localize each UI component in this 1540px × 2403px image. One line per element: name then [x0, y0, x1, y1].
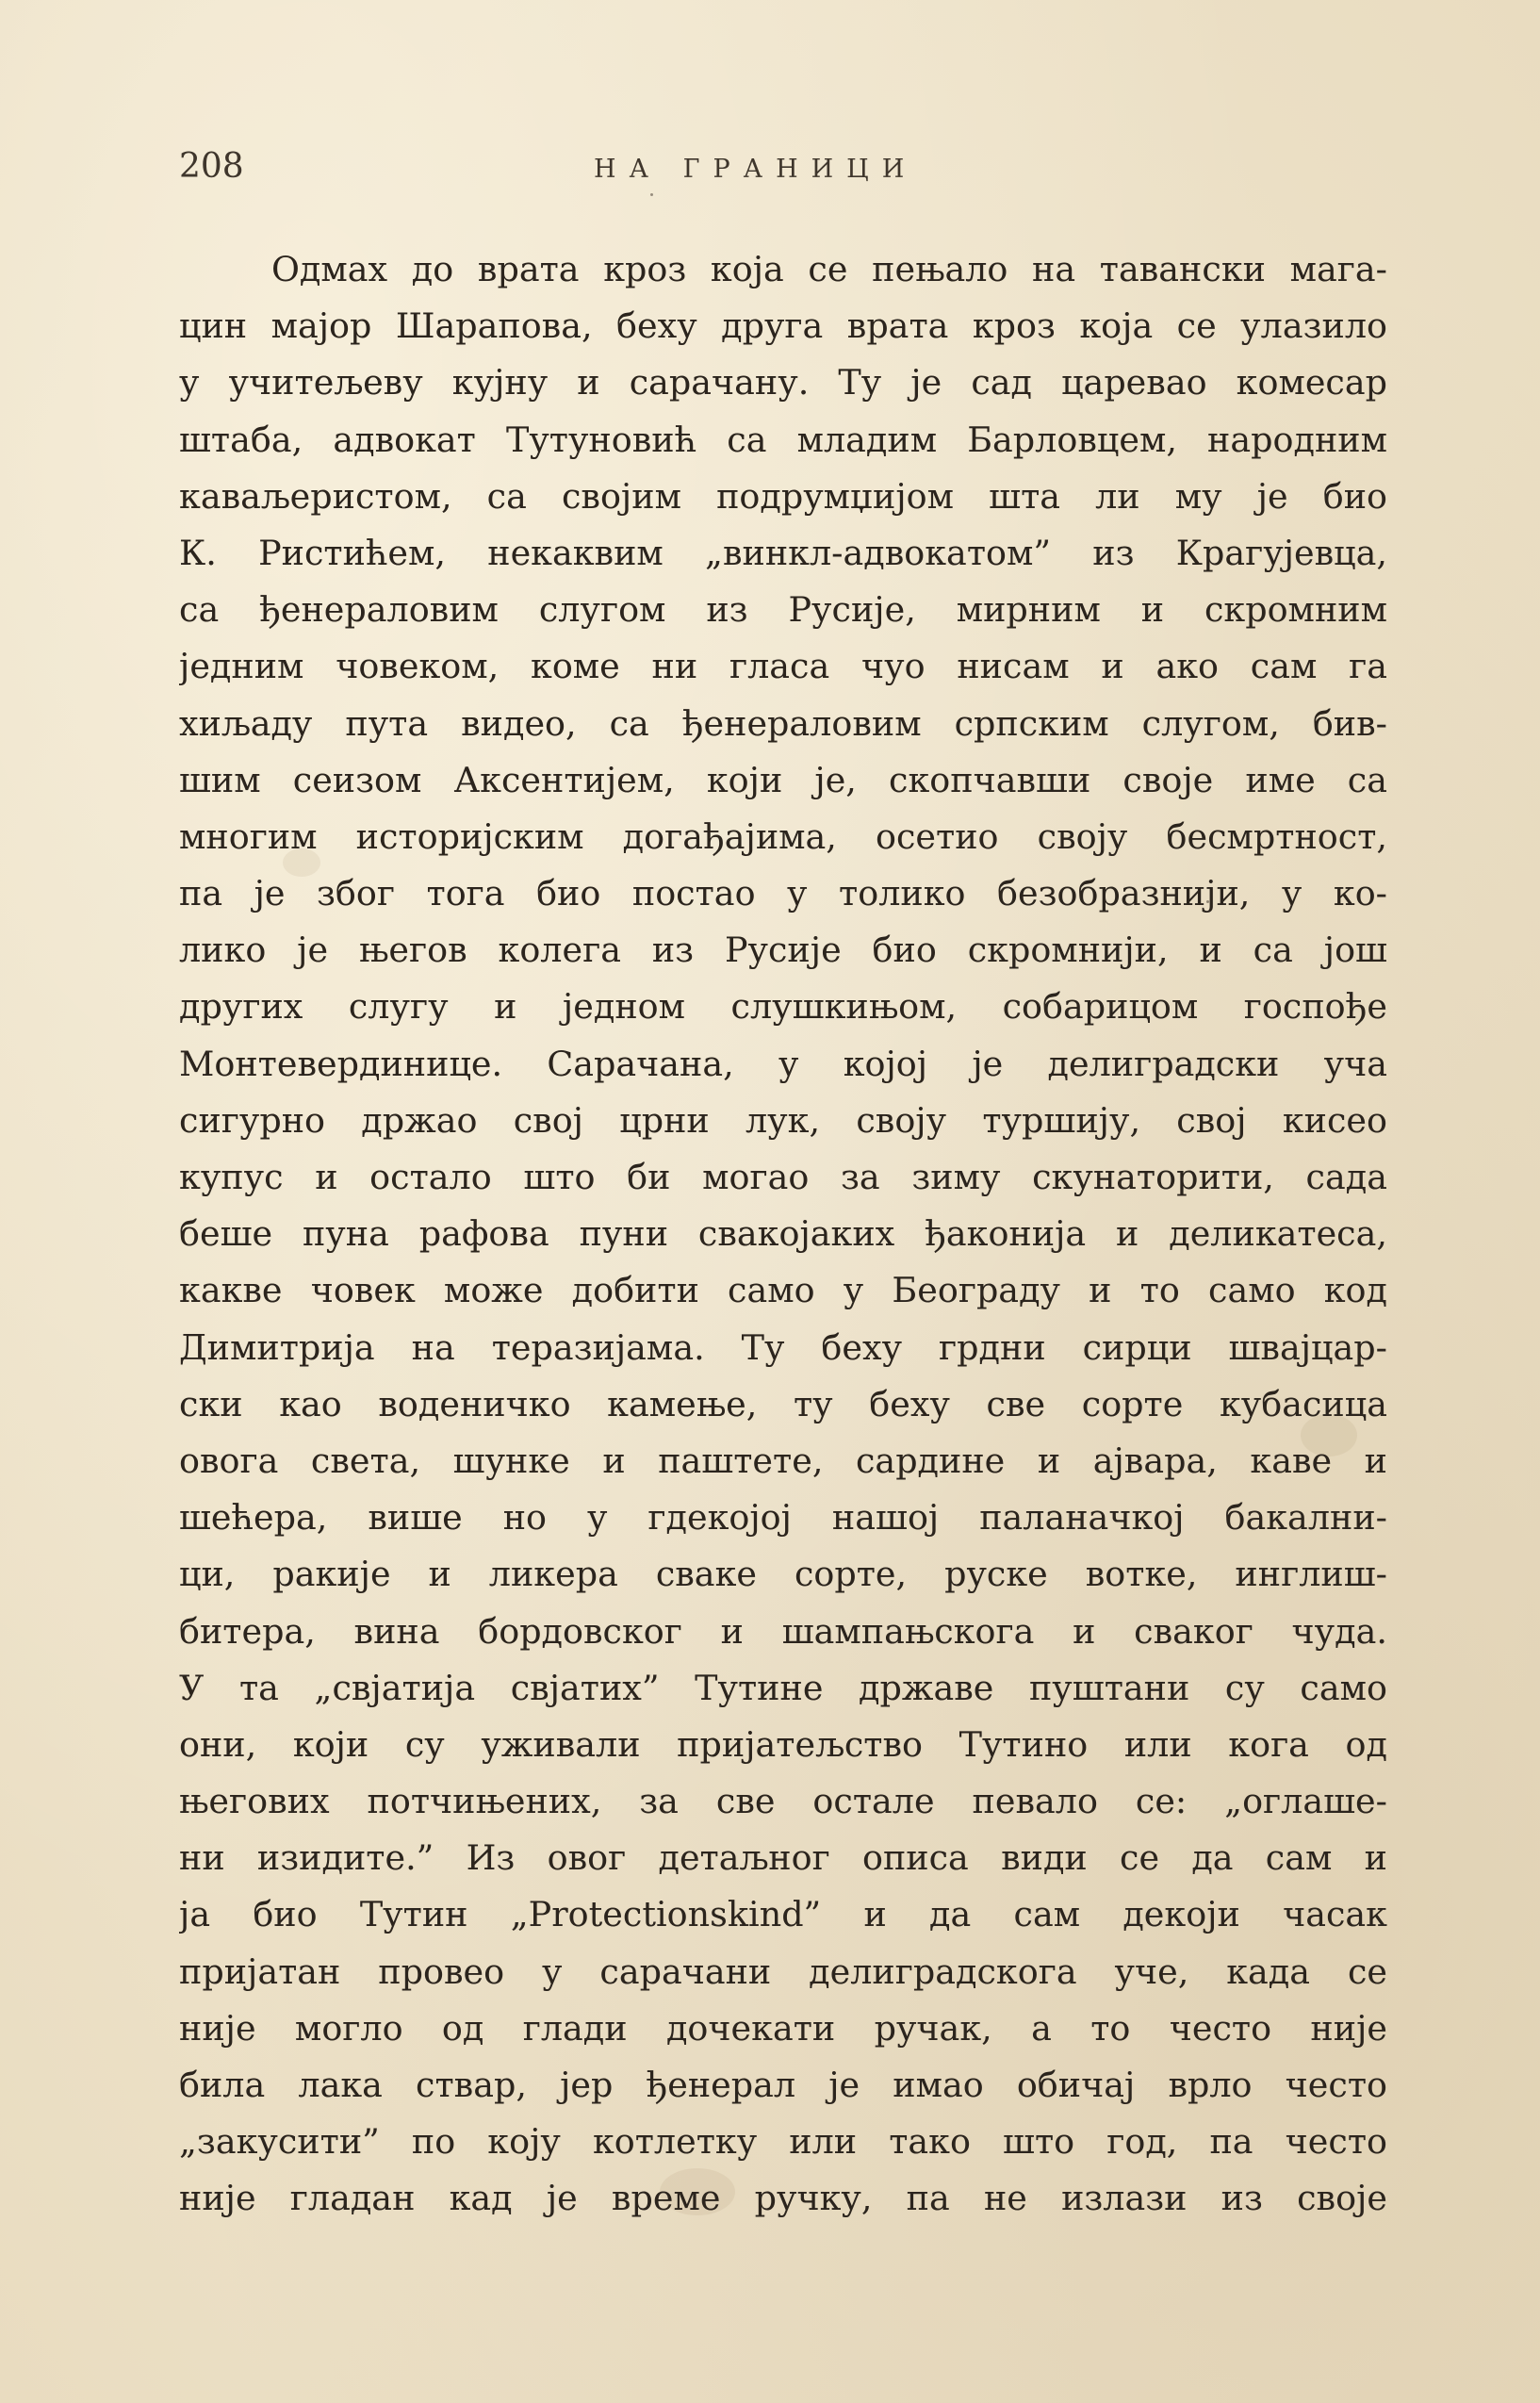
text-line: шим сеизом Аксентијем, који је, скопчавши своје име са	[179, 759, 1387, 800]
page-number: 208	[179, 147, 244, 186]
text-line: беше пуна рафова пуни свакојаких ђаконија и деликатеса,	[179, 1213, 1387, 1255]
text-line: сигурно држао свој црни лук, своју туршију, свој кисео	[179, 1099, 1387, 1141]
text-line: шећера, више но у гдекојој нашој паланачкој бакални-	[179, 1497, 1387, 1539]
text-line: какве човек може добити само у Београду и то само код	[179, 1270, 1387, 1311]
text-line: штаба, адвокат Тутуновић са младим Барловцем, народним	[179, 419, 1387, 460]
text-line: битера, вина бордовског и шампањскога и сваког чуда.	[179, 1610, 1387, 1652]
text-line: лико је његов колега из Русије био скромнији, и са још	[179, 930, 1387, 971]
text-line: ни изидите.” Из овог детаљног описа види се да сам и	[179, 1837, 1387, 1879]
text-line: једним човеком, коме ни гласа чуо нисам и ако сам га	[179, 646, 1387, 687]
text-line: са ђенераловим слугом из Русије, мирним и скромним	[179, 589, 1387, 631]
text-line: У та „свјатија свјатих” Тутине државе пуштани су само	[179, 1667, 1387, 1708]
text-line: па је због тога био постао у толико безобразнији, у ко-	[179, 873, 1387, 914]
text-line: у учитељеву кујну и сарачану. Ту је сад царевао комесар	[179, 362, 1387, 403]
text-line: хиљаду пута видео, са ђенераловим српским слугом, бив-	[179, 702, 1387, 744]
running-head: НА ГРАНИЦИ	[594, 155, 918, 184]
text-line: „закусити” по коју котлетку или тако што год, па често	[179, 2121, 1387, 2163]
text-line: његових потчињених, за све остале певало се: „оглаше-	[179, 1781, 1387, 1822]
text-line: Димитрија на теразијама. Ту беху грдни сирци швајцар-	[179, 1326, 1387, 1368]
text-line: каваљеристом, са својим подрумџијом шта ли му је био	[179, 475, 1387, 517]
page-header	[179, 141, 1361, 198]
text-line: Монтевердинице. Сарачана, у којој је делиградски уча	[179, 1043, 1387, 1084]
text-line: ја био Тутин „Protectionskind” и да сам декоји часак	[179, 1894, 1387, 1935]
text-line: Одмах до врата кроз која се пењало на тавански мага-	[271, 249, 1387, 289]
text-line: других слугу и једном слушкињом, собарицом госпође	[179, 986, 1387, 1028]
text-line: ски као воденичко камење, ту беху све сорте кубасица	[179, 1383, 1387, 1424]
text-line: пријатан провео у сарачани делиградскога учe, када се	[179, 1950, 1387, 1992]
text-line: многим историјским догађајима, осетио своју бесмртност,	[179, 815, 1387, 857]
text-line: К. Ристићем, некаквим „винкл-адвокатом” из Крагујевца,	[179, 532, 1387, 573]
text-line: купус и остало што би могао за зиму скунаторити, сада	[179, 1157, 1387, 1197]
text-line: они, који су уживали пријатељство Тутино или кога од	[179, 1723, 1387, 1765]
text-line: ци, ракије и ликера сваке сорте, руске вотке, инглиш-	[179, 1554, 1387, 1595]
text-line: није гладан кад је време ручку, па не излази из своје	[179, 2178, 1387, 2219]
text-line: није могло од глади дочекати ручак, а то често није	[179, 2007, 1387, 2049]
text-line: овога света, шунке и паштете, сардине и ајвара, каве и	[179, 1440, 1387, 1481]
text-line: била лака ствар, јер ђенерал је имао обичај врло често	[179, 2065, 1387, 2105]
body-text	[179, 241, 1387, 2228]
text-line: цин мајор Шарапова, беху друга врата кроз која се улазило	[179, 305, 1387, 347]
